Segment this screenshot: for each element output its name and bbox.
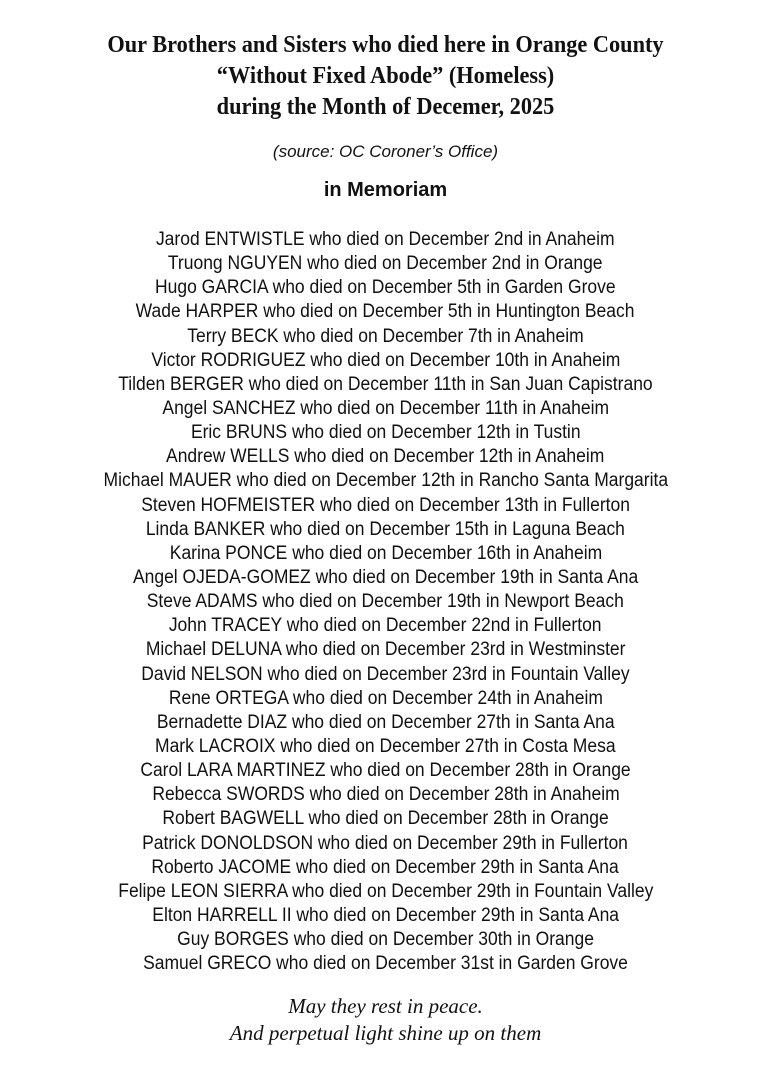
memorial-entry [0,614,771,638]
memorial-entry-text: Linda BANKER who died on December 15th in Laguna Beach [145,518,626,540]
memorial-entry-text: Rene ORTEGA who died on December 24th in Anaheim [168,687,603,709]
memorial-entry-text: Elton HARRELL II who died on December 29th in Santa Ana [152,904,619,926]
memorial-entry [0,252,771,276]
memorial-entry [0,445,771,469]
memorial-entry-text: Wade HARPER who died on December 5th in Huntington Beach [136,301,635,323]
memorial-entry-text: Mark LACROIX who died on December 27th in Costa Mesa [155,735,616,757]
memorial-entry-text: Felipe LEON SIERRA who died on December 29th in Fountain Valley [117,880,654,902]
memorial-entry [0,832,771,856]
memorial-entry [0,711,771,735]
memorial-entry-text: Truong NGUYEN who died on December 2nd in Orange [168,253,603,275]
memorial-entry-text: Robert BAGWELL who died on December 28th in Orange [162,808,609,830]
memorial-entry-text: Andrew WELLS who died on December 12th in Anaheim [166,446,605,468]
memorial-entry-text: Michael MAUER who died on December 12th in Rancho Santa Margarita [103,470,668,492]
memorial-entry [0,904,771,928]
memorial-entry [0,566,771,590]
memorial-entry [0,494,771,518]
memorial-entry [0,928,771,952]
memorial-entry-text: Eric BRUNS who died on December 12th in Tustin [190,422,581,444]
memorial-entry-text: Patrick DONOLDSON who died on December 29th in Fullerton [142,832,629,854]
memorial-entry-text: Angel OJEDA-GOMEZ who died on December 19th in Santa Ana [132,566,639,588]
memorial-entry-text: Steven HOFMEISTER who died on December 13th in Fullerton [141,494,630,516]
memorial-entry-text: Samuel GRECO who died on December 31st in Garden Grove [143,953,628,975]
memorial-entry [0,421,771,445]
in-memoriam-heading: in Memoriam [323,179,448,201]
memorial-entry-text: Terry BECK who died on December 7th in Anaheim [187,325,584,347]
memorial-entry-text: John TRACEY who died on December 22nd in Fullerton [169,615,602,637]
title-line-1: Our Brothers and Sisters who died here in Orange County [107,32,664,58]
memorial-entry [0,469,771,493]
memorial-entry-text: Bernadette DIAZ who died on December 27th in Santa Ana [156,711,615,733]
memorial-entry-text: Tilden BERGER who died on December 11th in San Juan Capistrano [118,373,653,395]
memorial-entry-text: Jarod ENTWISTLE who died on December 2nd in Anaheim [156,229,615,250]
memorial-entry [0,952,771,976]
memorial-entry-text: Michael DELUNA who died on December 23rd in Westminster [145,639,626,661]
memorial-list [0,228,771,976]
memorial-entry [0,880,771,904]
memorial-entry-text: Carol LARA MARTINEZ who died on December 28th in Orange [140,760,631,782]
title-line-2: “Without Fixed Abode” (Homeless) [216,63,555,89]
memorial-entry [0,276,771,300]
memorial-entry-text: Victor RODRIGUEZ who died on December 10th in Anaheim [151,349,620,371]
memorial-entry-text: David NELSON who died on December 23rd in Fountain Valley [141,663,630,685]
memorial-entry [0,542,771,566]
title-line-3: during the Month of Decemer, 2025 [216,94,555,120]
memorial-entry-text: Karina PONCE who died on December 16th in Anaheim [169,542,602,564]
memorial-entry [0,735,771,759]
memorial-entry-text: Steve ADAMS who died on December 19th in Newport Beach [146,591,625,613]
memorial-entry [0,856,771,880]
memorial-entry [0,759,771,783]
memorial-entry-text: Roberto JACOME who died on December 29th in Santa Ana [151,856,620,878]
memorial-entry [0,397,771,421]
memorial-entry [0,518,771,542]
memorial-entry [0,807,771,831]
memorial-entry [0,349,771,373]
memorial-entry [0,325,771,349]
memorial-entry [0,590,771,614]
closing-line-1: May they rest in peace. [288,994,483,1018]
memorial-entry [0,228,771,252]
source-note: (source: OC Coroner’s Office) [272,142,499,161]
memorial-entry [0,783,771,807]
memorial-entry-text: Angel SANCHEZ who died on December 11th in Anaheim [162,397,609,419]
memorial-entry [0,300,771,324]
memorial-entry-text: Guy BORGES who died on December 30th in Orange [177,929,594,951]
memorial-entry [0,373,771,397]
memorial-entry [0,687,771,711]
memorial-entry-text: Rebecca SWORDS who died on December 28th in Anaheim [151,784,620,806]
closing-line-2: And perpetual light shine up on them [229,1021,542,1045]
memorial-entry-text: Hugo GARCIA who died on December 5th in Garden Grove [155,277,616,299]
memorial-entry [0,663,771,687]
memorial-entry [0,638,771,662]
